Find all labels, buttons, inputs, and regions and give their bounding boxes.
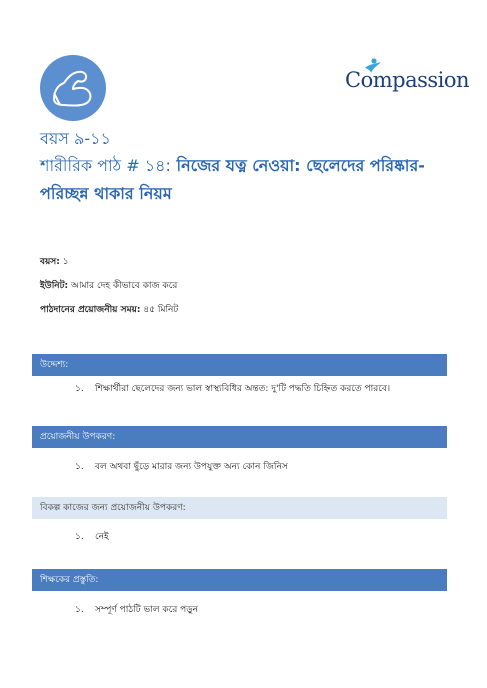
meta-age-value: ১ — [62, 257, 69, 267]
title-prefix: শারীরিক পাঠ # ১৪: — [40, 156, 171, 175]
meta-age — [40, 254, 69, 269]
meta-age-label: বয়স: — [40, 257, 60, 267]
meta-unit-value: আমার দেহ কীভাবে কাজ করে — [71, 281, 178, 291]
age-range-heading: বয়স ৯-১১ — [40, 129, 111, 148]
section-heading-materials: প্রয়োজনীয় উপকরণ: — [32, 426, 447, 448]
list-item-number: ১. — [75, 462, 84, 472]
list-item-text: সম্পূর্ণ পাঠটি ভাল করে পড়ুন — [95, 605, 199, 615]
meta-time — [40, 302, 178, 317]
title-main: নিজের যত্ন নেওয়া: ছেলেদের পরিষ্কার-পরিচ্ছন্ন থাকার নিয়ম — [40, 156, 425, 203]
section-heading-alt-materials: বিকল্প কাজের জন্য প্রয়োজনীয় উপকরণ: — [32, 497, 447, 519]
list-item — [75, 459, 288, 474]
section-heading-objective: উদ্দেশ্য: — [32, 354, 447, 376]
flexed-arm-icon — [40, 55, 106, 121]
list-item-text: নেই — [95, 532, 109, 542]
meta-unit — [40, 278, 177, 293]
list-item — [75, 602, 198, 617]
list-item-number: ১. — [75, 532, 84, 542]
list-item-number: ১. — [75, 384, 84, 394]
compassion-logo — [345, 58, 470, 98]
list-item-text: শিক্ষার্থীরা ছেলেদের জন্য ভাল স্বাস্থ্যবিধির অন্তত: দু'টি পদ্ধতি চিহ্নিত করতে পারবে। — [95, 384, 391, 394]
list-item — [75, 381, 390, 396]
list-item — [75, 529, 109, 544]
meta-time-label: পাঠদানের প্রয়োজনীয় সময়: — [40, 305, 141, 315]
logo-text: Compassion — [345, 68, 470, 92]
page-title — [40, 152, 460, 208]
meta-time-value: ৪৫ মিনিট — [143, 305, 179, 315]
list-item-text: বল অথবা ছুঁড়ে মারার জন্য উপযুক্ত অন্য কোন জিনিস — [95, 462, 288, 472]
meta-unit-label: ইউনিট: — [40, 281, 69, 291]
section-heading-teacher-prep: শিক্ষকের প্রস্তুতি: — [32, 569, 447, 591]
list-item-number: ১. — [75, 605, 84, 615]
